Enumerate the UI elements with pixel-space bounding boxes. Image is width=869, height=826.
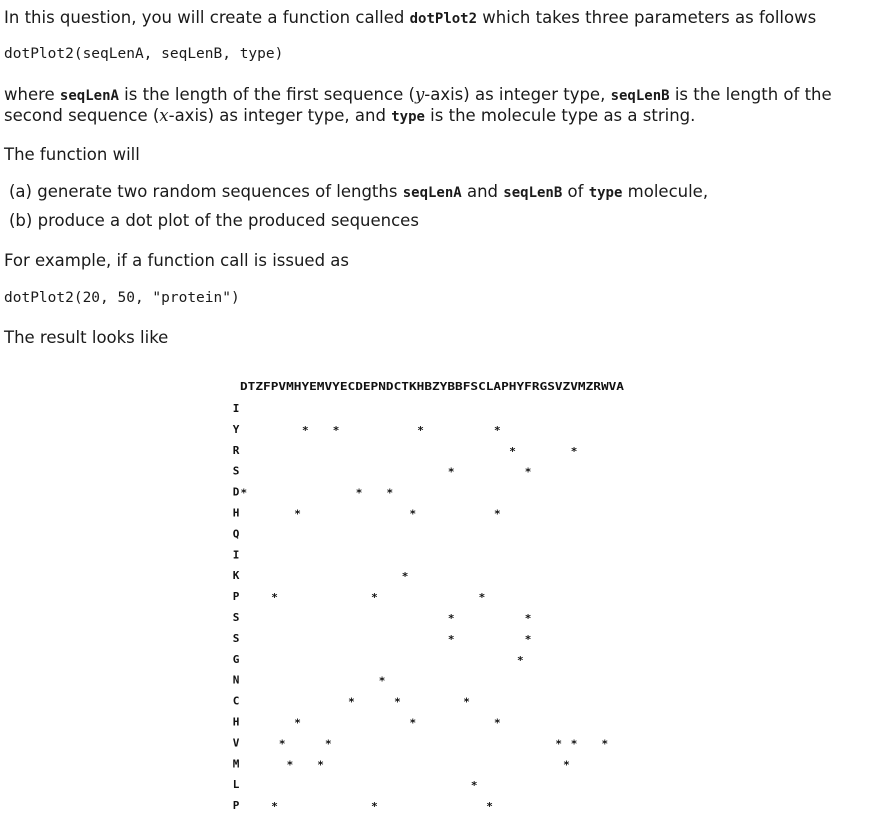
dot-mark: *	[371, 591, 378, 605]
math-y: y	[414, 85, 425, 104]
y-axis-label: S	[232, 631, 240, 645]
y-axis-label: I	[232, 548, 240, 562]
dot-mark: *	[324, 737, 332, 751]
dot-mark: *	[509, 444, 516, 458]
function-will-text: The function will	[4, 145, 140, 164]
intro-paragraph	[4, 7, 816, 30]
dot-mark: *	[301, 423, 309, 437]
dot-mark: *	[516, 653, 524, 667]
item-a-text: (a) generate two random sequences of lengths	[9, 182, 403, 201]
param-seqLenA: seqLenA	[402, 185, 462, 201]
dot-mark: *	[570, 444, 578, 458]
dot-mark: *	[463, 695, 470, 709]
dot-mark: *	[555, 737, 563, 751]
math-x: x	[159, 106, 169, 125]
where-text: -axis) as integer type,	[424, 85, 611, 104]
example-call: dotPlot2(20, 50, "protein")	[4, 290, 240, 306]
y-axis-label: D	[232, 485, 240, 499]
where-text: is the length of the	[669, 85, 832, 104]
dot-mark: *	[409, 716, 417, 730]
y-axis-label: N	[232, 673, 240, 687]
dot-mark: *	[493, 507, 501, 521]
y-axis-label: V	[232, 736, 240, 750]
where-text: is the length of the first sequence (	[118, 85, 415, 104]
dot-mark: *	[332, 423, 340, 437]
param-seqLenB: seqLenB	[610, 88, 670, 104]
dot-mark: *	[447, 612, 455, 625]
where-text: is the molecule type as a string.	[424, 106, 696, 125]
dot-mark: *	[447, 465, 455, 479]
dot-mark: *	[278, 737, 286, 751]
list-item-a	[9, 182, 708, 201]
y-axis-label: M	[232, 757, 240, 771]
y-axis-label: L	[232, 778, 240, 792]
where-text: -axis) as integer type, and	[168, 106, 392, 125]
param-type: type	[588, 185, 623, 201]
y-axis-label: G	[232, 652, 240, 666]
dot-mark: *	[386, 486, 394, 500]
dot-mark: *	[601, 737, 609, 751]
y-axis-label: Q	[232, 527, 240, 541]
dot-mark: *	[371, 800, 378, 814]
where-line-1	[4, 84, 832, 107]
dot-mark: *	[355, 486, 363, 500]
y-axis-label: Y	[232, 422, 240, 436]
intro-text-2: which takes three parameters as follows	[477, 8, 817, 27]
dot-mark: *	[524, 612, 532, 625]
dot-mark: *	[286, 758, 294, 772]
dot-mark: *	[409, 507, 417, 521]
dot-mark: *	[271, 591, 278, 605]
y-axis-label: H	[232, 715, 240, 729]
x-axis-sequence: DTZFPVMHYEMVYECDEPNDCTKHBZYBBFSCLAPHYFRGSVZVMZRWVA	[240, 380, 625, 393]
y-axis-label: K	[232, 569, 240, 583]
where-text: where	[4, 85, 60, 104]
dot-mark: *	[524, 465, 532, 479]
param-seqLenB: seqLenB	[503, 185, 563, 201]
dot-mark: *	[493, 423, 501, 437]
dot-mark: *	[294, 716, 301, 730]
dot-mark: *	[317, 758, 324, 772]
dot-mark: *	[570, 737, 578, 751]
result-text: The result looks like	[4, 328, 169, 347]
dot-mark: *	[470, 779, 478, 793]
dot-mark: *	[493, 716, 501, 730]
dot-mark: *	[294, 507, 301, 521]
y-axis-label: P	[232, 590, 240, 604]
function-signature: dotPlot2(seqLenA, seqLenB, type)	[4, 46, 284, 62]
dot-mark: *	[401, 570, 409, 584]
dot-mark: *	[447, 632, 455, 646]
function-name: dotPlot2	[409, 11, 478, 27]
dot-mark: *	[563, 758, 570, 772]
y-axis-sequence	[233, 402, 240, 812]
list-item-b: (b) produce a dot plot of the produced sequences	[9, 211, 419, 230]
example-intro: For example, if a function call is issued as	[4, 251, 350, 270]
dot-mark: *	[240, 486, 248, 500]
where-text: second sequence (	[4, 106, 160, 125]
y-axis-label: H	[232, 506, 240, 520]
dot-mark: *	[394, 695, 401, 709]
y-axis-label: S	[232, 611, 240, 624]
where-line-2	[4, 105, 695, 128]
y-axis-label: P	[232, 799, 240, 813]
intro-text-1: In this question, you will create a function called	[4, 8, 410, 27]
item-a-text: of	[562, 182, 589, 201]
y-axis-label: C	[232, 694, 240, 708]
dot-mark: *	[378, 674, 386, 688]
dot-mark: *	[486, 800, 493, 814]
param-seqLenA: seqLenA	[59, 88, 119, 104]
y-axis-label: I	[232, 402, 240, 415]
param-type: type	[391, 109, 425, 125]
dot-mark: *	[271, 800, 278, 814]
dot-mark: *	[478, 591, 486, 605]
dot-mark: *	[417, 423, 424, 437]
y-axis-label: S	[232, 464, 240, 478]
item-a-text: and	[461, 182, 504, 201]
dot-marks	[240, 424, 608, 813]
dot-mark: *	[348, 695, 355, 709]
dot-mark: *	[524, 632, 532, 646]
y-axis-label: R	[232, 443, 240, 457]
item-a-text: molecule,	[622, 182, 709, 201]
